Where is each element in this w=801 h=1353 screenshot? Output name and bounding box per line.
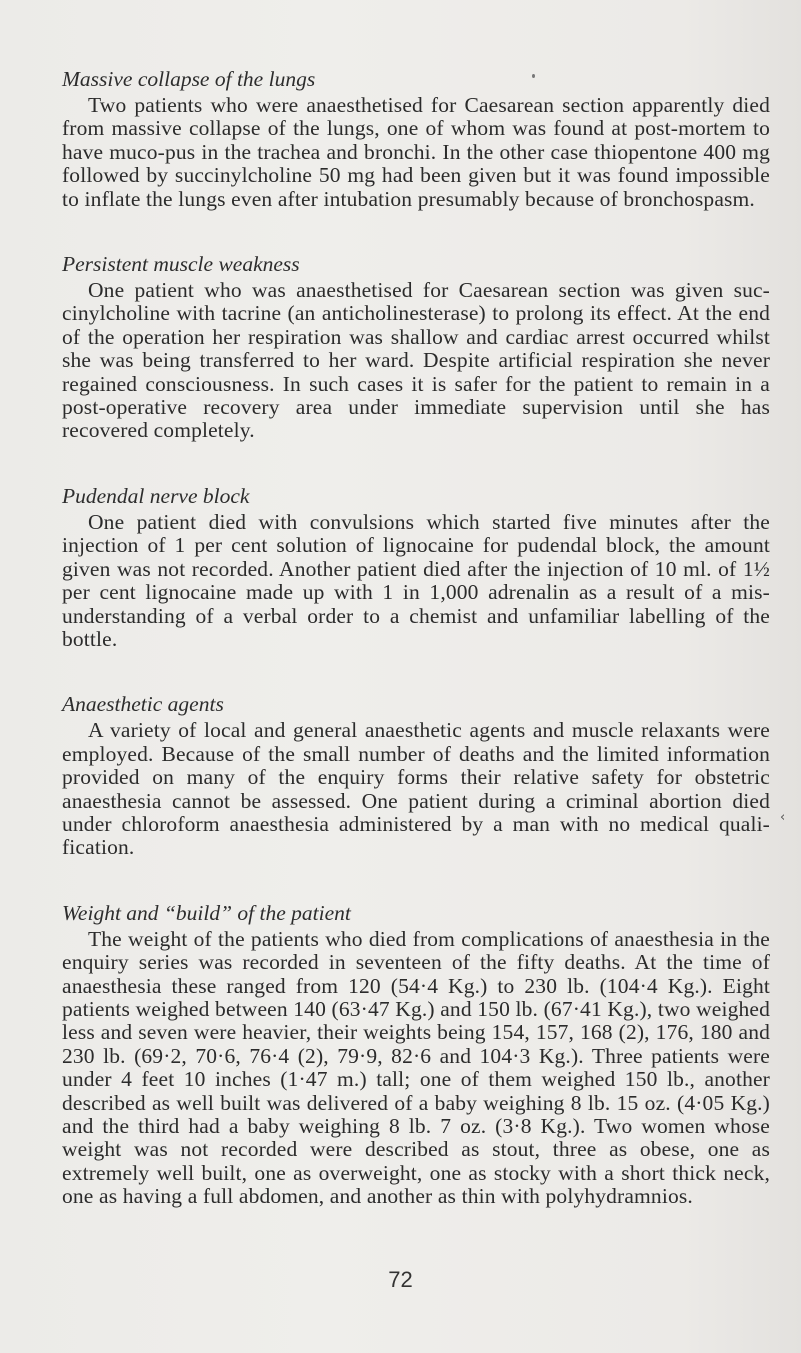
section-weight-and-build xyxy=(62,900,770,1209)
section-persistent-muscle-weakness xyxy=(62,251,770,443)
section-paragraph: A variety of local and general anaesthetic agents and muscle relaxants were employed. Because of the small number of deaths and the limited information provided on many of the enquiry forms their relative safety for obstetric anaesthesia cannot be assessed. One patient during a criminal abortion died under chloroform anaesthesia administered by a man with no medical quali-fication. xyxy=(62,718,770,860)
section-heading: Persistent muscle weakness xyxy=(62,252,300,277)
section-massive-collapse xyxy=(62,66,770,211)
section-heading: Massive collapse of the lungs xyxy=(62,67,316,91)
section-anaesthetic-agents xyxy=(62,691,770,859)
page-number: 72 xyxy=(388,1267,413,1292)
section-paragraph: Two patients who were anaesthetised for Caesarean section apparently died from massive collapse of the lungs, one of whom was found at post-mortem to have muco-pus in the trachea and bronchi. In the other case thiopentone 400 mg followed by succinylcholine 50 mg had been given but it was found impossible to inflate the lungs even after intubation presumably because of bronchospasm. xyxy=(62,93,770,211)
section-paragraph: One patient who was anaesthetised for Caesarean section was given suc-cinylcholine with tacrine (an anticholinesterase) to prolong its effect. At the end of the operation her respiration was shallow and cardiac arrest occurred whilst she was being transferred to her ward. Despite artificial respiration she never regained consciousness. In such cases it is safer for the patient to remain in a post-operative recovery area under immediate supervision until she has recovered completely. xyxy=(62,278,770,443)
section-pudendal-nerve-block xyxy=(62,483,770,651)
section-heading: Pudendal nerve block xyxy=(62,483,250,508)
section-heading: Weight and “build” of the patient xyxy=(62,900,351,925)
section-paragraph: One patient died with convulsions which started five minutes after the injection of 1 per cent solution of lignocaine for pudendal block, the amount given was not recorded. Another patient died after the injection of 10 ml. of 1½ per cent lignocaine made up with 1 in 1,000 adrenalin as a result of a mis-understanding of a verbal order to a chemist and unfamiliar labelling of the bottle. xyxy=(62,509,770,651)
document-body xyxy=(62,66,770,1249)
section-paragraph: The weight of the patients who died from complications of anaesthesia in the enquiry series was recorded in seventeen of the fifty deaths. At the time of anaesthesia these ranged from 120 (54·4 Kg.) to 230 lb. (104·4 Kg.). Eight patients weighed between 140 (63·47 Kg.) and 150 lb. (67·41 Kg.), two weighed less and seven were heavier, their weights being 154, 157, 168 (2), 176, 180 and 230 lb. (69·2, 70·6, 76·4 (2), 79·9, 82·6 and 104·3 Kg.). Three patients were under 4 feet 10 inches (1·47 m.) tall; one of them weighed 150 lb., another described as well built was delivered of a baby weighing 8 lb. 15 oz. (4·05 Kg.) and the third had a baby weighing 8 lb. 7 oz. (3·8 Kg.). Two women whose weight was not recorded were described as stout, three as obese, one as extremely well built, one as overweight, one as stocky with a short thick neck, one as having a full abdomen, and another as thin with polyhydramnios. xyxy=(62,926,770,1209)
section-heading: Anaesthetic agents xyxy=(62,692,224,717)
margin-mark: ‹ xyxy=(780,810,786,825)
